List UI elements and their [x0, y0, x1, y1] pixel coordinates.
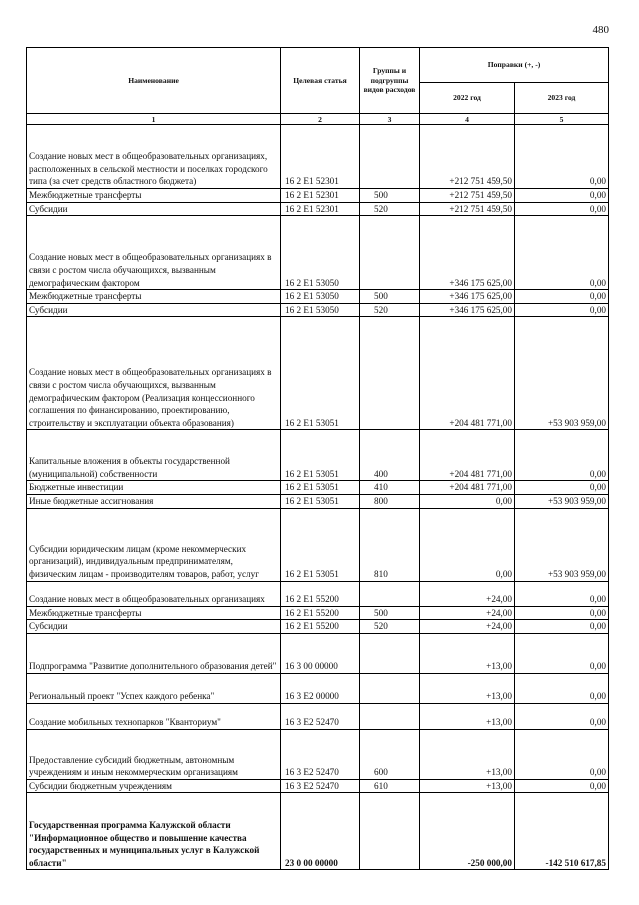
row-group-code: 610	[360, 779, 420, 793]
table-row	[27, 606, 609, 620]
row-name: Субсидии	[27, 620, 281, 634]
page-number: 480	[592, 24, 609, 36]
row-name: Подпрограмма "Развитие дополнительного образования детей"	[27, 633, 281, 673]
row-group-code: 500	[360, 606, 420, 620]
row-target-code: 16 3 00 00000	[281, 633, 360, 673]
row-name: Капитальные вложения в объекты государственной (муниципальной) собственности	[27, 430, 281, 481]
row-target-code: 16 2 E1 53050	[281, 303, 360, 317]
row-name: Бюджетные инвестиции	[27, 481, 281, 495]
row-amount-2022: +13,00	[420, 703, 515, 729]
row-amount-2023: +53 903 959,00	[515, 508, 609, 581]
col-number: 3	[360, 114, 420, 125]
row-amount-2022: +346 175 625,00	[420, 303, 515, 317]
row-target-code: 16 2 E1 53051	[281, 494, 360, 508]
row-target-code: 16 2 E1 53051	[281, 430, 360, 481]
row-group-code: 810	[360, 508, 420, 581]
row-target-code: 16 2 E1 55200	[281, 581, 360, 606]
row-amount-2022: +346 175 625,00	[420, 216, 515, 290]
row-name: Создание мобильных технопарков "Кванториум"	[27, 703, 281, 729]
row-amount-2023: 0,00	[515, 606, 609, 620]
row-amount-2022: +13,00	[420, 729, 515, 779]
row-amount-2022: 0,00	[420, 508, 515, 581]
row-target-code: 16 2 E1 52301	[281, 189, 360, 203]
table-row	[27, 508, 609, 581]
row-amount-2023: 0,00	[515, 125, 609, 189]
row-amount-2023: +53 903 959,00	[515, 317, 609, 430]
row-amount-2022: +13,00	[420, 673, 515, 703]
row-group-code: 520	[360, 303, 420, 317]
row-name: Межбюджетные трансферты	[27, 189, 281, 203]
table-row	[27, 125, 609, 189]
row-group-code	[360, 793, 420, 870]
row-group-code	[360, 317, 420, 430]
table-row	[27, 793, 609, 870]
table-row	[27, 290, 609, 304]
row-amount-2023: 0,00	[515, 673, 609, 703]
row-amount-2023: 0,00	[515, 216, 609, 290]
table-row	[27, 317, 609, 430]
row-amount-2023: +53 903 959,00	[515, 494, 609, 508]
row-amount-2022: +212 751 459,50	[420, 125, 515, 189]
row-group-code: 500	[360, 290, 420, 304]
row-name: Региональный проект "Успех каждого ребенка"	[27, 673, 281, 703]
row-amount-2023: 0,00	[515, 430, 609, 481]
row-name: Субсидии	[27, 202, 281, 216]
row-amount-2023: 0,00	[515, 633, 609, 673]
header-target: Целевая статья	[281, 48, 360, 114]
row-amount-2022: +212 751 459,50	[420, 202, 515, 216]
table-row	[27, 494, 609, 508]
row-group-code	[360, 673, 420, 703]
row-amount-2023: 0,00	[515, 481, 609, 495]
row-name: Государственная программа Калужской области "Информационное общество и повышение качества государственных и муниципальных услуг в Калужской области"	[27, 793, 281, 870]
row-amount-2023: -142 510 617,85	[515, 793, 609, 870]
col-number: 4	[420, 114, 515, 125]
row-target-code: 16 3 E2 52470	[281, 779, 360, 793]
row-name: Субсидии бюджетным учреждениям	[27, 779, 281, 793]
header-year-2023: 2023 год	[515, 83, 609, 114]
row-group-code: 400	[360, 430, 420, 481]
table-row	[27, 430, 609, 481]
row-target-code: 16 2 E1 52301	[281, 202, 360, 216]
table-row	[27, 620, 609, 634]
table-row	[27, 303, 609, 317]
row-name: Создание новых мест в общеобразовательных организациях	[27, 581, 281, 606]
row-amount-2023: 0,00	[515, 202, 609, 216]
table-row	[27, 673, 609, 703]
table-row	[27, 779, 609, 793]
row-amount-2022: +13,00	[420, 633, 515, 673]
row-target-code: 16 2 E1 53050	[281, 216, 360, 290]
row-target-code: 23 0 00 00000	[281, 793, 360, 870]
row-amount-2023: 0,00	[515, 703, 609, 729]
row-amount-2022: +24,00	[420, 620, 515, 634]
row-target-code: 16 2 E1 53051	[281, 508, 360, 581]
row-group-code: 520	[360, 620, 420, 634]
row-name: Создание новых мест в общеобразовательных организациях, расположенных в сельской местности и поселках городского типа (за счет средств областного бюджета)	[27, 125, 281, 189]
row-amount-2022: 0,00	[420, 494, 515, 508]
row-name: Субсидии	[27, 303, 281, 317]
row-amount-2023: 0,00	[515, 729, 609, 779]
col-number: 1	[27, 114, 281, 125]
row-group-code	[360, 125, 420, 189]
row-target-code: 16 2 E1 55200	[281, 606, 360, 620]
row-amount-2023: 0,00	[515, 779, 609, 793]
row-group-code: 520	[360, 202, 420, 216]
row-name: Предоставление субсидий бюджетным, автономным учреждениям и иным некоммерческим организациям	[27, 729, 281, 779]
row-name: Создание новых мест в общеобразовательных организациях в связи с ростом числа обучающихся, вызванным демографическим фактором (Реализация концессионного соглашения по финансированию, проектированию, строительству и эксплуатации объекта образования)	[27, 317, 281, 430]
row-name: Субсидии юридическим лицам (кроме некоммерческих организаций), индивидуальным предпринимателям, физическим лицам - производителям товаров, работ, услуг	[27, 508, 281, 581]
table-row	[27, 202, 609, 216]
row-target-code: 16 3 E2 52470	[281, 729, 360, 779]
row-target-code: 16 2 E1 53051	[281, 317, 360, 430]
table-row	[27, 581, 609, 606]
row-amount-2022: +24,00	[420, 581, 515, 606]
row-name: Создание новых мест в общеобразовательных организациях в связи с ростом числа обучающихся, вызванным демографическим фактором	[27, 216, 281, 290]
row-name: Межбюджетные трансферты	[27, 606, 281, 620]
row-group-code: 500	[360, 189, 420, 203]
row-amount-2022: +346 175 625,00	[420, 290, 515, 304]
row-amount-2022: +204 481 771,00	[420, 430, 515, 481]
row-amount-2023: 0,00	[515, 620, 609, 634]
col-number: 2	[281, 114, 360, 125]
budget-table	[26, 47, 609, 870]
table-row	[27, 633, 609, 673]
row-name: Иные бюджетные ассигнования	[27, 494, 281, 508]
row-amount-2023: 0,00	[515, 189, 609, 203]
row-target-code: 16 2 E1 55200	[281, 620, 360, 634]
row-amount-2023: 0,00	[515, 581, 609, 606]
row-group-code	[360, 216, 420, 290]
row-group-code: 800	[360, 494, 420, 508]
table-row	[27, 189, 609, 203]
row-target-code: 16 2 E1 53050	[281, 290, 360, 304]
row-amount-2022: +204 481 771,00	[420, 317, 515, 430]
row-amount-2023: 0,00	[515, 290, 609, 304]
row-amount-2022: +13,00	[420, 779, 515, 793]
row-group-code	[360, 581, 420, 606]
row-amount-2022: +212 751 459,50	[420, 189, 515, 203]
table-row	[27, 481, 609, 495]
header-name: Наименование	[27, 48, 281, 114]
row-target-code: 16 2 E1 53051	[281, 481, 360, 495]
row-group-code: 600	[360, 729, 420, 779]
header-year-2022: 2022 год	[420, 83, 515, 114]
row-target-code: 16 3 E2 00000	[281, 673, 360, 703]
table-row	[27, 703, 609, 729]
header-groups: Группы и подгруппы видов расходов	[360, 48, 420, 114]
row-name: Межбюджетные трансферты	[27, 290, 281, 304]
col-number: 5	[515, 114, 609, 125]
row-amount-2022: +204 481 771,00	[420, 481, 515, 495]
row-group-code: 410	[360, 481, 420, 495]
table-row	[27, 729, 609, 779]
table-row	[27, 216, 609, 290]
row-target-code: 16 2 E1 52301	[281, 125, 360, 189]
row-amount-2023: 0,00	[515, 303, 609, 317]
row-amount-2022: +24,00	[420, 606, 515, 620]
row-target-code: 16 3 E2 52470	[281, 703, 360, 729]
row-group-code	[360, 703, 420, 729]
row-amount-2022: -250 000,00	[420, 793, 515, 870]
header-corrections: Поправки (+, -)	[420, 48, 609, 83]
row-group-code	[360, 633, 420, 673]
